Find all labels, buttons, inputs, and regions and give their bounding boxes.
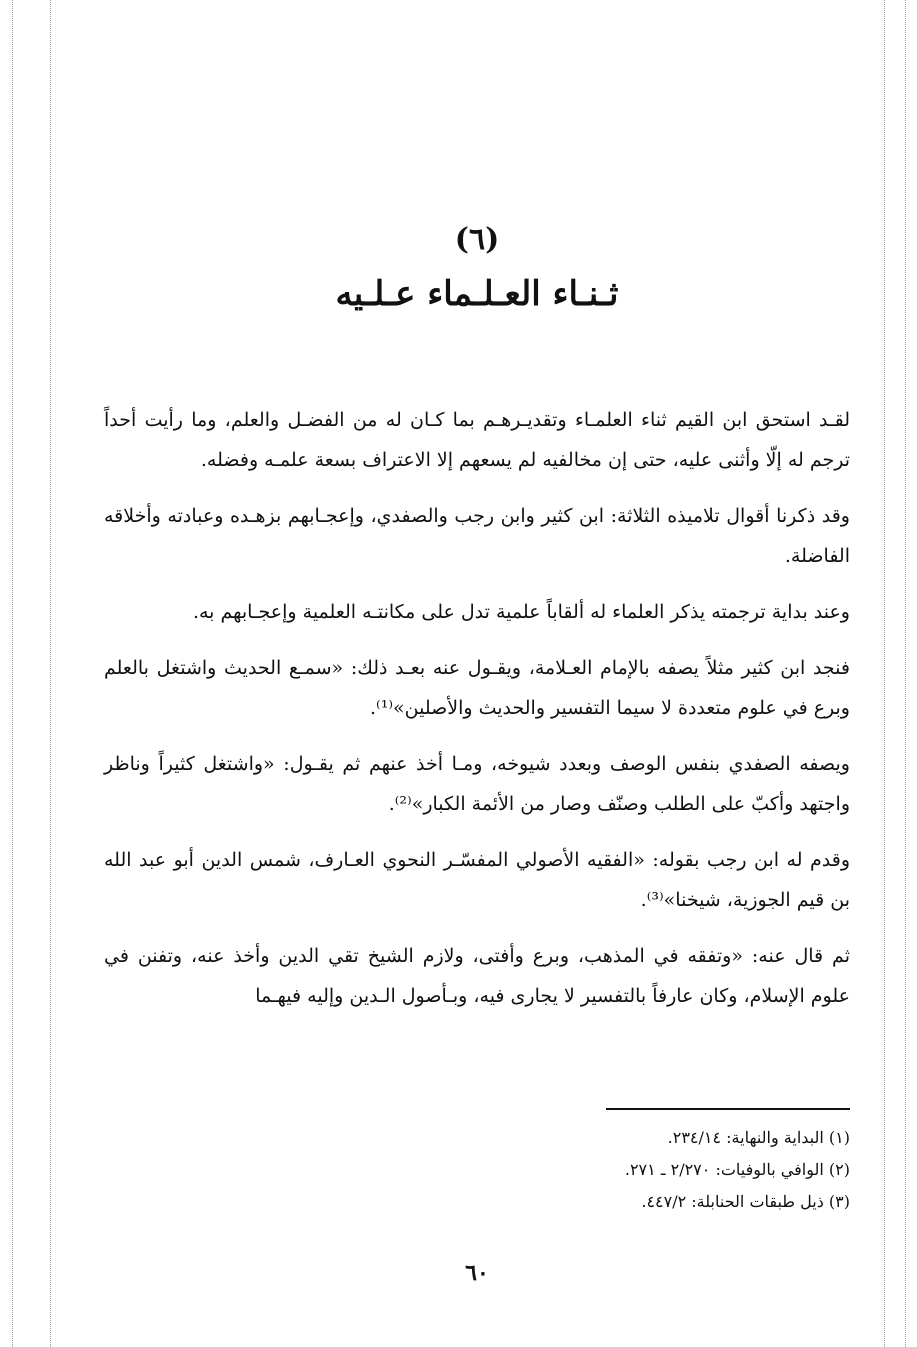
page-number: ٦٠	[465, 1260, 489, 1286]
chapter-number: (٦)	[454, 222, 500, 257]
footnote: (٣) ذيل طبقات الحنابلة: ٤٤٧/٢.	[641, 1192, 850, 1211]
scan-margin-line	[884, 0, 885, 1347]
scan-margin-line	[50, 0, 51, 1347]
footnotes	[104, 1122, 850, 1218]
book-page	[104, 0, 850, 1347]
paragraph: وقدم له ابن رجب بقوله: «الفقيه الأصولي المفسّـر النحوي العـارف، شمس الدين أبو عبد الله بن قيم الجوزية، شيخنا»⁽³⁾.	[104, 849, 850, 911]
paragraph: وعند بداية ترجمته يذكر العلماء له ألقاباً علمية تدل على مكانتـه العلمية وإعجـابهم به.	[192, 601, 850, 623]
paragraph: ثم قال عنه: «وتفقه في المذهب، وبرع وأفتى، ولازم الشيخ تقي الدين وأخذ عنه، وتفنن في علوم الإسلام، وكان عارفاً بالتفسير لا يجارى فيه، وبـأصول الـدين وإليه فيهـما	[104, 945, 850, 1007]
footnote-separator	[606, 1108, 850, 1110]
paragraph: ويصفه الصفدي بنفس الوصف وبعدد شيوخه، ومـا أخذ عنهم ثم يقـول: «واشتغل كثيراً وناظر واجتهد وأكبّ على الطلب وصنّف وصار من الأئمة الكبار»⁽²⁾.	[104, 753, 850, 815]
footnote: (١) البداية والنهاية: ٢٣٤/١٤.	[667, 1128, 850, 1147]
chapter-title: ثـنـاء العـلـماء عـلـيه	[335, 274, 619, 314]
paragraph: لقـد استحق ابن القيم ثناء العلمـاء وتقديـرهـم بما كـان له من الفضـل والعلم، وما رأيت أحداً ترجم له إلّا وأثنى عليه، حتى إن مخالفيه لم يسعهم إلا الاعتراف بسعة علمـه وفضله.	[104, 409, 850, 471]
paragraph: وقد ذكرنا أقوال تلاميذه الثلاثة: ابن كثير وابن رجب والصفدي، وإعجـابهم بزهـده وعبادته وأخلاقه الفاضلة.	[104, 505, 850, 567]
scan-margin-line	[905, 0, 906, 1347]
footnote: (٢) الوافي بالوفيات: ٢/٢٧٠ ـ ٢٧١.	[624, 1160, 850, 1179]
scan-margin-line	[12, 0, 13, 1347]
body-text	[104, 400, 850, 1032]
paragraph: فنجد ابن كثير مثلاً يصفه بالإمام العـلامة، ويقـول عنه بعـد ذلك: «سمـع الحديث واشتغل بالعلم وبرع في علوم متعددة لا سيما التفسير والحديث والأصلين»⁽¹⁾.	[104, 657, 850, 719]
